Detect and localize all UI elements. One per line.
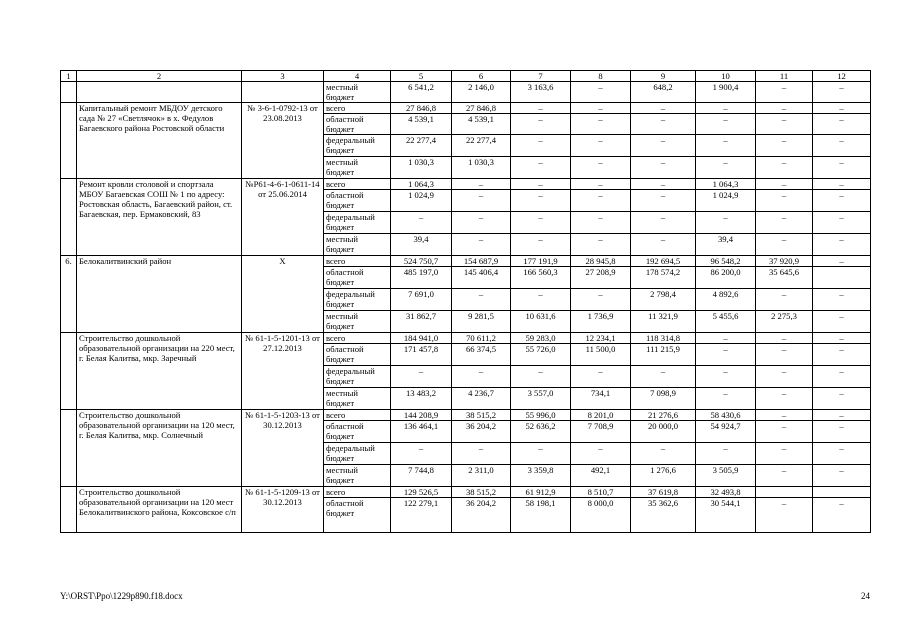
value-cell-col-7: 177 191,9 bbox=[511, 256, 571, 267]
value-cell-col-10: – bbox=[696, 135, 756, 157]
empty-cell bbox=[242, 82, 324, 103]
value-cell-col-12: – bbox=[813, 114, 871, 135]
value-cell-col-9: 20 000,0 bbox=[631, 421, 696, 443]
value-cell-col-5: 524 750,7 bbox=[391, 256, 452, 267]
funding-source-cell: местный бюджет bbox=[324, 388, 391, 410]
value-cell-col-9: 1 276,6 bbox=[631, 465, 696, 487]
value-cell-col-10: – bbox=[696, 157, 756, 179]
value-cell-col-12: – bbox=[813, 443, 871, 465]
value-cell-col-5: 184 941,0 bbox=[391, 333, 452, 344]
value-cell-col-7: – bbox=[511, 114, 571, 135]
value-cell-col-7: 52 636,2 bbox=[511, 421, 571, 443]
value-cell-col-12: – bbox=[813, 256, 871, 267]
value-cell-col-10: – bbox=[696, 366, 756, 388]
funding-source-cell: местный бюджет bbox=[324, 82, 391, 103]
value-cell-col-9: – bbox=[631, 103, 696, 114]
value-cell-col-6: – bbox=[452, 289, 511, 311]
value-cell-col-5: 136 464,1 bbox=[391, 421, 452, 443]
value-cell-col-6: 38 515,2 bbox=[452, 487, 511, 498]
value-cell-col-7: 3 163,6 bbox=[511, 82, 571, 103]
table-row bbox=[61, 179, 871, 190]
value-cell-col-12: – bbox=[813, 388, 871, 410]
value-cell-col-9: 37 619,8 bbox=[631, 487, 696, 498]
value-cell-col-6: – bbox=[452, 366, 511, 388]
funding-source-cell: всего bbox=[324, 179, 391, 190]
value-cell-col-11: – bbox=[756, 344, 813, 366]
value-cell-col-6: – bbox=[452, 443, 511, 465]
value-cell-col-6: 2 311,0 bbox=[452, 465, 511, 487]
value-cell-col-7: – bbox=[511, 366, 571, 388]
funding-source-cell: местный бюджет bbox=[324, 311, 391, 333]
value-cell-col-8: – bbox=[571, 234, 631, 256]
value-cell-col-11: 37 920,9 bbox=[756, 256, 813, 267]
value-cell-col-10: 3 505,9 bbox=[696, 465, 756, 487]
value-cell-col-11: – bbox=[756, 421, 813, 443]
empty-cell bbox=[77, 82, 242, 103]
value-cell-col-9: – bbox=[631, 443, 696, 465]
funding-source-cell: всего bbox=[324, 256, 391, 267]
column-number-8: 8 bbox=[571, 71, 631, 82]
value-cell-col-9: 2 798,4 bbox=[631, 289, 696, 311]
document-number-cell: №Р61-4-6-1-0611-14 от 25.06.2014 bbox=[242, 179, 324, 256]
object-name-cell: Ремонт кровли столовой и спортзала МБОУ Багаевская СОШ № 1 по адресу: Ростовская область, Багаевский район, ст. Багаевская, пер. Ермаковский, 83 bbox=[77, 179, 242, 256]
column-number-12: 12 bbox=[813, 71, 871, 82]
value-cell-col-5: 22 277,4 bbox=[391, 135, 452, 157]
value-cell-col-11: – bbox=[756, 157, 813, 179]
document-number-cell: № 61-1-5-1203-13 от 30.12.2013 bbox=[242, 410, 324, 487]
footer-file-path: Y:\ORST\Ppo\1229p890.f18.docx bbox=[60, 591, 183, 601]
value-cell-col-9: 35 362,6 bbox=[631, 498, 696, 533]
value-cell-col-11: – bbox=[756, 498, 813, 533]
value-cell-col-11: – bbox=[756, 410, 813, 421]
value-cell-col-11: – bbox=[756, 212, 813, 234]
value-cell-col-9: 11 321,9 bbox=[631, 311, 696, 333]
funding-source-cell: местный бюджет bbox=[324, 465, 391, 487]
value-cell-col-9: 648,2 bbox=[631, 82, 696, 103]
value-cell-col-5: 13 483,2 bbox=[391, 388, 452, 410]
value-cell-col-12: – bbox=[813, 190, 871, 212]
value-cell-col-8: – bbox=[571, 289, 631, 311]
table-row bbox=[61, 487, 871, 498]
value-cell-col-6: 22 277,4 bbox=[452, 135, 511, 157]
value-cell-col-6: 36 204,2 bbox=[452, 498, 511, 533]
value-cell-col-7: 55 996,0 bbox=[511, 410, 571, 421]
object-name-cell: Капитальный ремонт МБДОУ детского сада № 27 «Светлячок» в х. Федулов Багаевского района Ростовской области bbox=[77, 103, 242, 179]
value-cell-col-12: – bbox=[813, 289, 871, 311]
value-cell-col-8: 1 736,9 bbox=[571, 311, 631, 333]
value-cell-col-12: – bbox=[813, 366, 871, 388]
column-number-3: 3 bbox=[242, 71, 324, 82]
funding-source-cell: местный бюджет bbox=[324, 234, 391, 256]
column-number-7: 7 bbox=[511, 71, 571, 82]
value-cell-col-6: 154 687,9 bbox=[452, 256, 511, 267]
column-number-5: 5 bbox=[391, 71, 452, 82]
value-cell-col-8: – bbox=[571, 190, 631, 212]
value-cell-col-11: – bbox=[756, 443, 813, 465]
value-cell-col-11: – bbox=[756, 179, 813, 190]
value-cell-col-10: 30 544,1 bbox=[696, 498, 756, 533]
value-cell-col-8: – bbox=[571, 443, 631, 465]
value-cell-col-7: – bbox=[511, 212, 571, 234]
table-row bbox=[61, 410, 871, 421]
column-number-9: 9 bbox=[631, 71, 696, 82]
value-cell-col-6: 4 539,1 bbox=[452, 114, 511, 135]
value-cell-col-10: 39,4 bbox=[696, 234, 756, 256]
value-cell-col-10: 4 892,6 bbox=[696, 289, 756, 311]
value-cell-col-11: 35 645,6 bbox=[756, 267, 813, 289]
value-cell-col-11: – bbox=[756, 190, 813, 212]
value-cell-col-5: 27 846,8 bbox=[391, 103, 452, 114]
value-cell-col-8: – bbox=[571, 103, 631, 114]
value-cell-col-11: – bbox=[756, 289, 813, 311]
value-cell-col-11: – bbox=[756, 82, 813, 103]
value-cell-col-11: – bbox=[756, 234, 813, 256]
column-number-row bbox=[61, 71, 871, 82]
page-number: 24 bbox=[861, 591, 870, 601]
value-cell-col-7: – bbox=[511, 103, 571, 114]
value-cell-col-8: – bbox=[571, 82, 631, 103]
value-cell-col-10: – bbox=[696, 443, 756, 465]
funding-source-cell: федеральный бюджет bbox=[324, 289, 391, 311]
value-cell-col-9: – bbox=[631, 234, 696, 256]
value-cell-col-5: 31 862,7 bbox=[391, 311, 452, 333]
value-cell-col-5: 39,4 bbox=[391, 234, 452, 256]
value-cell-col-9: 178 574,2 bbox=[631, 267, 696, 289]
column-number-11: 11 bbox=[756, 71, 813, 82]
value-cell-col-12: – bbox=[813, 82, 871, 103]
funding-source-cell: областной бюджет bbox=[324, 344, 391, 366]
value-cell-col-7: – bbox=[511, 135, 571, 157]
table-row bbox=[61, 333, 871, 344]
value-cell-col-12: – bbox=[813, 498, 871, 533]
value-cell-col-12: – bbox=[813, 421, 871, 443]
table-row bbox=[61, 82, 871, 103]
value-cell-col-9: 7 098,9 bbox=[631, 388, 696, 410]
value-cell-col-5: 129 526,5 bbox=[391, 487, 452, 498]
funding-source-cell: федеральный бюджет bbox=[324, 366, 391, 388]
value-cell-col-6: 66 374,5 bbox=[452, 344, 511, 366]
value-cell-col-12: – bbox=[813, 344, 871, 366]
funding-source-cell: федеральный бюджет bbox=[324, 135, 391, 157]
value-cell-col-5: 4 539,1 bbox=[391, 114, 452, 135]
value-cell-col-8: – bbox=[571, 179, 631, 190]
object-name-cell: Строительство дошкольной образовательной организации на 120 мест Белокалитвинского района, Коксовское с/п bbox=[77, 487, 242, 533]
document-number-cell: № 3-6-1-0792-13 от 23.08.2013 bbox=[242, 103, 324, 179]
value-cell-col-5: 6 541,2 bbox=[391, 82, 452, 103]
value-cell-col-8: – bbox=[571, 157, 631, 179]
funding-source-cell: всего bbox=[324, 410, 391, 421]
table-row bbox=[61, 256, 871, 267]
value-cell-col-5: 7 691,0 bbox=[391, 289, 452, 311]
value-cell-col-12: – bbox=[813, 465, 871, 487]
document-number-cell: Х bbox=[242, 256, 324, 333]
value-cell-col-8: 11 500,0 bbox=[571, 344, 631, 366]
value-cell-col-9: – bbox=[631, 114, 696, 135]
value-cell-col-6: 70 611,2 bbox=[452, 333, 511, 344]
value-cell-col-7: 3 557,0 bbox=[511, 388, 571, 410]
value-cell-col-6: – bbox=[452, 234, 511, 256]
value-cell-col-11: – bbox=[756, 333, 813, 344]
value-cell-col-7: 55 726,0 bbox=[511, 344, 571, 366]
value-cell-col-9: – bbox=[631, 179, 696, 190]
value-cell-col-9: – bbox=[631, 135, 696, 157]
value-cell-col-5: 122 279,1 bbox=[391, 498, 452, 533]
funding-source-cell: всего bbox=[324, 103, 391, 114]
funding-source-cell: областной бюджет bbox=[324, 498, 391, 533]
value-cell-col-12: – bbox=[813, 135, 871, 157]
value-cell-col-5: 7 744,8 bbox=[391, 465, 452, 487]
value-cell-col-11: – bbox=[756, 114, 813, 135]
value-cell-col-10: – bbox=[696, 103, 756, 114]
value-cell-col-5: 1 064,3 bbox=[391, 179, 452, 190]
value-cell-col-10: 58 430,6 bbox=[696, 410, 756, 421]
value-cell-col-11: 2 275,3 bbox=[756, 311, 813, 333]
column-number-2: 2 bbox=[77, 71, 242, 82]
value-cell-col-10: 1 064,3 bbox=[696, 179, 756, 190]
value-cell-col-5: 485 197,0 bbox=[391, 267, 452, 289]
value-cell-col-6: 9 281,5 bbox=[452, 311, 511, 333]
column-number-4: 4 bbox=[324, 71, 391, 82]
value-cell-col-11: – bbox=[756, 388, 813, 410]
row-number-cell: 6. bbox=[61, 256, 77, 333]
value-cell-col-10: – bbox=[696, 388, 756, 410]
value-cell-col-8: 12 234,1 bbox=[571, 333, 631, 344]
value-cell-col-7: 10 631,6 bbox=[511, 311, 571, 333]
value-cell-col-12: – bbox=[813, 311, 871, 333]
value-cell-col-8: 28 945,8 bbox=[571, 256, 631, 267]
value-cell-col-11: – bbox=[756, 103, 813, 114]
empty-cell bbox=[61, 410, 77, 487]
column-number-1: 1 bbox=[61, 71, 77, 82]
funding-source-cell: областной бюджет bbox=[324, 190, 391, 212]
value-cell-col-8: 27 208,9 bbox=[571, 267, 631, 289]
value-cell-col-8: – bbox=[571, 114, 631, 135]
funding-source-cell: федеральный бюджет bbox=[324, 212, 391, 234]
value-cell-col-7: – bbox=[511, 443, 571, 465]
value-cell-col-7: 61 912,9 bbox=[511, 487, 571, 498]
value-cell-col-10: 86 200,0 bbox=[696, 267, 756, 289]
value-cell-col-5: 144 208,9 bbox=[391, 410, 452, 421]
value-cell-col-9: 111 215,9 bbox=[631, 344, 696, 366]
value-cell-col-7: – bbox=[511, 289, 571, 311]
value-cell-col-9: 192 694,5 bbox=[631, 256, 696, 267]
funding-source-cell: всего bbox=[324, 487, 391, 498]
value-cell-col-5: 1 030,3 bbox=[391, 157, 452, 179]
value-cell-col-12 bbox=[813, 267, 871, 289]
value-cell-col-6: – bbox=[452, 212, 511, 234]
value-cell-col-12: – bbox=[813, 410, 871, 421]
value-cell-col-8: 8 000,0 bbox=[571, 498, 631, 533]
value-cell-col-5: – bbox=[391, 212, 452, 234]
value-cell-col-7: – bbox=[511, 179, 571, 190]
funding-source-cell: федеральный бюджет bbox=[324, 443, 391, 465]
value-cell-col-8: 492,1 bbox=[571, 465, 631, 487]
value-cell-col-8: – bbox=[571, 135, 631, 157]
value-cell-col-10: – bbox=[696, 344, 756, 366]
value-cell-col-8: 734,1 bbox=[571, 388, 631, 410]
value-cell-col-6: 36 204,2 bbox=[452, 421, 511, 443]
value-cell-col-7: – bbox=[511, 190, 571, 212]
object-name-cell: Белокалитвинский район bbox=[77, 256, 242, 333]
value-cell-col-9: – bbox=[631, 212, 696, 234]
empty-cell bbox=[61, 487, 77, 533]
value-cell-col-6: 1 030,3 bbox=[452, 157, 511, 179]
value-cell-col-10: – bbox=[696, 114, 756, 135]
value-cell-col-8: – bbox=[571, 212, 631, 234]
value-cell-col-12: – bbox=[813, 333, 871, 344]
value-cell-col-8: 7 708,9 bbox=[571, 421, 631, 443]
funding-source-cell: областной бюджет bbox=[324, 267, 391, 289]
value-cell-col-9: 21 276,6 bbox=[631, 410, 696, 421]
document-number-cell: № 61-1-5-1209-13 от 30.12.2013 bbox=[242, 487, 324, 533]
value-cell-col-12: – bbox=[813, 212, 871, 234]
value-cell-col-7: 58 198,1 bbox=[511, 498, 571, 533]
value-cell-col-9: – bbox=[631, 157, 696, 179]
value-cell-col-8: 8 510,7 bbox=[571, 487, 631, 498]
empty-cell bbox=[61, 103, 77, 179]
document-number-cell: № 61-1-5-1201-13 от 27.12.2013 bbox=[242, 333, 324, 410]
value-cell-col-11: – bbox=[756, 465, 813, 487]
value-cell-col-10: 96 548,2 bbox=[696, 256, 756, 267]
object-name-cell: Строительство дошкольной образовательной организации на 220 мест, г. Белая Калитва, мкр. Заречный bbox=[77, 333, 242, 410]
value-cell-col-10: 5 455,6 bbox=[696, 311, 756, 333]
value-cell-col-12: – bbox=[813, 234, 871, 256]
value-cell-col-10: – bbox=[696, 333, 756, 344]
funding-source-cell: всего bbox=[324, 333, 391, 344]
value-cell-col-6: – bbox=[452, 179, 511, 190]
value-cell-col-12: – bbox=[813, 103, 871, 114]
value-cell-col-7: 3 359,8 bbox=[511, 465, 571, 487]
empty-cell bbox=[61, 179, 77, 256]
value-cell-col-10: 1 900,4 bbox=[696, 82, 756, 103]
column-number-6: 6 bbox=[452, 71, 511, 82]
value-cell-col-6: 38 515,2 bbox=[452, 410, 511, 421]
funding-source-cell: областной бюджет bbox=[324, 114, 391, 135]
value-cell-col-6: 4 236,7 bbox=[452, 388, 511, 410]
value-cell-col-9: – bbox=[631, 190, 696, 212]
object-name-cell: Строительство дошкольной образовательной организации на 120 мест, г. Белая Калитва, мкр. Солнечный bbox=[77, 410, 242, 487]
empty-cell bbox=[61, 82, 77, 103]
value-cell-col-11: – bbox=[756, 135, 813, 157]
value-cell-col-5: 171 457,8 bbox=[391, 344, 452, 366]
funding-source-cell: местный бюджет bbox=[324, 157, 391, 179]
value-cell-col-9: – bbox=[631, 366, 696, 388]
value-cell-col-5: – bbox=[391, 366, 452, 388]
value-cell-col-5: 1 024,9 bbox=[391, 190, 452, 212]
value-cell-col-7: – bbox=[511, 234, 571, 256]
value-cell-col-10: 54 924,7 bbox=[696, 421, 756, 443]
value-cell-col-8: – bbox=[571, 366, 631, 388]
value-cell-col-10: 32 493,8 bbox=[696, 487, 756, 498]
value-cell-col-6: 27 846,8 bbox=[452, 103, 511, 114]
value-cell-col-6: 145 406,4 bbox=[452, 267, 511, 289]
empty-cell bbox=[61, 333, 77, 410]
value-cell-col-10: 1 024,9 bbox=[696, 190, 756, 212]
value-cell-col-11 bbox=[756, 487, 813, 498]
value-cell-col-7: – bbox=[511, 157, 571, 179]
value-cell-col-6: 2 146,0 bbox=[452, 82, 511, 103]
value-cell-col-9: 118 314,8 bbox=[631, 333, 696, 344]
value-cell-col-12 bbox=[813, 487, 871, 498]
funding-source-cell: областной бюджет bbox=[324, 421, 391, 443]
table-row bbox=[61, 103, 871, 114]
value-cell-col-8: 8 201,0 bbox=[571, 410, 631, 421]
value-cell-col-12: – bbox=[813, 157, 871, 179]
value-cell-col-10: – bbox=[696, 212, 756, 234]
value-cell-col-7: 166 560,3 bbox=[511, 267, 571, 289]
value-cell-col-7: 59 283,0 bbox=[511, 333, 571, 344]
value-cell-col-11: – bbox=[756, 366, 813, 388]
budget-table bbox=[60, 70, 871, 533]
value-cell-col-6: – bbox=[452, 190, 511, 212]
value-cell-col-5: – bbox=[391, 443, 452, 465]
value-cell-col-12: – bbox=[813, 179, 871, 190]
column-number-10: 10 bbox=[696, 71, 756, 82]
